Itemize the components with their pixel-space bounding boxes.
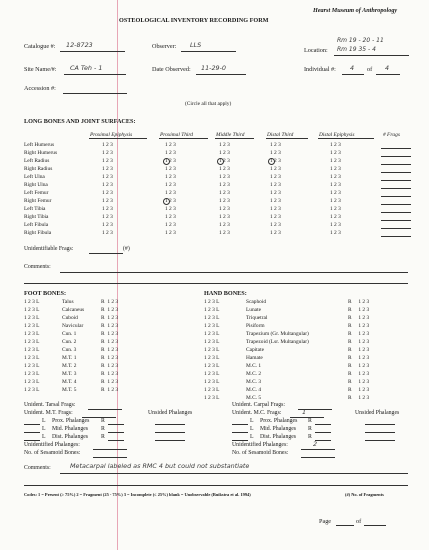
scale-cell[interactable]: 1 2 3 [102, 214, 113, 220]
location-value-1[interactable]: Rm 19 - 20 - 11 [337, 37, 384, 44]
hand-dist-label: Dist. Phalanges [260, 434, 297, 440]
foot-scale-left[interactable]: 1 2 3 [24, 387, 35, 393]
scale-cell[interactable]: 1 2 3 [219, 214, 230, 220]
circled-mark [163, 158, 170, 165]
foot-scale-left[interactable]: 1 2 3 [24, 315, 35, 321]
hand-scale-left[interactable]: 1 2 3 [204, 323, 215, 329]
scale-cell[interactable]: 1 2 3 [219, 166, 230, 172]
scale-cell[interactable]: 1 2 3 [165, 214, 176, 220]
foot-side-right: R [101, 363, 105, 369]
museum-name: Hearst Museum of Anthropology [313, 7, 398, 14]
scale-cell[interactable]: 1 2 3 [165, 190, 176, 196]
foot-scale-left[interactable]: 1 2 3 [24, 339, 35, 345]
hand-unident-phal-label: Unidentified Phalanges: [232, 442, 288, 448]
long-bone-row-label: Left Femur [24, 190, 49, 196]
scale-cell[interactable]: 1 2 3 [270, 230, 281, 236]
hand-bone-label: M.C. 1 [246, 363, 262, 369]
foot-dist-r: R [101, 434, 105, 440]
scale-cell[interactable]: 1 2 3 [270, 142, 281, 148]
scale-cell[interactable]: 1 2 3 [102, 206, 113, 212]
foot-scale-right[interactable]: 1 2 3 [107, 307, 119, 313]
scale-cell[interactable]: 1 2 3 [270, 150, 281, 156]
foot-mid-r: R [101, 426, 105, 432]
hand-scale-left[interactable]: 1 2 3 [204, 387, 215, 393]
individual-label: Individual #: [304, 66, 336, 73]
scale-cell[interactable]: 1 2 3 [165, 150, 176, 156]
hand-unident-phal-value[interactable]: 2 [313, 440, 318, 448]
foot-scale-left[interactable]: 1 2 3 [24, 323, 35, 329]
scale-cell[interactable]: 1 2 3 [330, 222, 341, 228]
scale-cell[interactable]: 1 2 3 [219, 198, 230, 204]
hand-side-left: L [216, 379, 220, 385]
hand-scale-left[interactable]: 1 2 3 [204, 371, 215, 377]
foot-bones-heading: FOOT BONES: [24, 290, 67, 297]
foot-side-left: L [36, 339, 40, 345]
scale-cell[interactable]: 1 2 3 [330, 190, 341, 196]
hand-prox-r: R [308, 418, 312, 424]
foot-side-left: L [36, 363, 40, 369]
foot-side-right: R [101, 299, 105, 305]
unident-mt-label: Unident. M.T. Frags: [24, 410, 73, 416]
foot-scale-left[interactable]: 1 2 3 [24, 299, 35, 305]
foot-bone-label: M.T. 5 [62, 387, 77, 393]
foot-side-right: R [101, 331, 105, 337]
foot-side-left: L [36, 323, 40, 329]
circled-mark [268, 158, 275, 165]
hand-unsided-label: Unsided Phalanges [355, 410, 400, 416]
scale-cell[interactable]: 1 2 3 [219, 150, 230, 156]
foot-side-right: R [101, 387, 105, 393]
hand-scale-left[interactable]: 1 2 3 [204, 363, 215, 369]
comments-label-top: Comments: [24, 264, 51, 270]
hand-side-left: L [216, 347, 220, 353]
foot-unsided-label: Unsided Phalanges [148, 410, 193, 416]
col-middle-third: Middle Third [216, 132, 245, 138]
scale-cell[interactable]: 1 2 3 [330, 142, 341, 148]
hand-bone-label: Capitate [246, 347, 264, 353]
hand-bones-heading: HAND BONES: [204, 290, 247, 297]
scale-cell[interactable]: 1 2 3 [330, 174, 341, 180]
hand-side-left: L [216, 307, 220, 313]
scale-cell[interactable]: 1 2 3 [102, 150, 113, 156]
scale-cell[interactable]: 1 2 3 [330, 182, 341, 188]
foot-bone-label: Cun. 2 [62, 339, 77, 345]
scale-cell[interactable]: 1 2 3 [102, 182, 113, 188]
scale-cell[interactable]: 1 2 3 [219, 190, 230, 196]
foot-bone-label: Talus [62, 299, 74, 305]
foot-mid-l: L [42, 426, 46, 432]
col-distal-third: Distal Third [267, 132, 294, 138]
long-bone-row-label: Right Tibia [24, 214, 49, 220]
hand-sesamoid-label: No. of Sesamoid Bones: [232, 450, 289, 456]
hand-dist-r: R [308, 434, 312, 440]
foot-side-left: L [36, 307, 40, 313]
long-bone-row-label: Left Fibula [24, 222, 49, 228]
foot-side-right: R [101, 315, 105, 321]
hand-scale-left[interactable]: 1 2 3 [204, 395, 215, 401]
scale-cell[interactable]: 1 2 3 [270, 198, 281, 204]
hand-scale-right[interactable]: 1 2 3 [358, 323, 370, 329]
scale-cell[interactable]: 1 2 3 [270, 174, 281, 180]
hand-side-right: R [348, 387, 352, 393]
foot-prox-l: L [42, 418, 46, 424]
date-value[interactable]: 11-29-0 [201, 64, 226, 72]
hand-side-right: R [348, 331, 352, 337]
hand-side-left: L [216, 371, 220, 377]
hand-scale-right[interactable]: 1 2 3 [358, 315, 370, 321]
hand-scale-left[interactable]: 1 2 3 [204, 355, 215, 361]
foot-bone-label: Cun. 3 [62, 347, 77, 353]
scale-cell[interactable]: 1 2 3 [270, 214, 281, 220]
scale-cell[interactable]: 1 2 3 [165, 182, 176, 188]
catalogue-label: Catalogue #: [24, 43, 56, 50]
hand-bone-label: M.C. 4 [246, 387, 262, 393]
hand-side-left: L [216, 363, 220, 369]
hand-mid-r: R [308, 426, 312, 432]
hand-side-left: L [216, 299, 220, 305]
circle-note: (Circle all that apply) [185, 101, 232, 107]
col-distal-epiphysis: Distal Epiphysis [319, 132, 355, 138]
scale-cell[interactable]: 1 2 3 [165, 158, 176, 164]
hand-side-left: L [216, 339, 220, 345]
foot-scale-right[interactable]: 1 2 3 [107, 387, 119, 393]
foot-scale-right[interactable]: 1 2 3 [107, 347, 119, 353]
hand-scale-right[interactable]: 1 2 3 [358, 339, 370, 345]
scale-cell[interactable]: 1 2 3 [330, 158, 341, 164]
unident-carpal-label: Unident. Carpal Frags: [232, 402, 285, 408]
scale-cell[interactable]: 1 2 3 [270, 158, 281, 164]
foot-dist-l: L [42, 434, 46, 440]
scale-cell[interactable]: 1 2 3 [270, 222, 281, 228]
foot-scale-right[interactable]: 1 2 3 [107, 355, 119, 361]
foot-side-left: L [36, 331, 40, 337]
scale-cell[interactable]: 1 2 3 [330, 150, 341, 156]
site-value[interactable]: CA Teh - 1 [70, 64, 103, 72]
foot-scale-right[interactable]: 1 2 3 [107, 371, 119, 377]
foot-side-right: R [101, 347, 105, 353]
foot-scale-right[interactable]: 1 2 3 [107, 363, 119, 369]
foot-prox-label: Prox. Phalanges [52, 418, 90, 424]
col-proximal-epiphysis: Proximal Epiphysis [90, 132, 133, 138]
foot-scale-left[interactable]: 1 2 3 [24, 379, 35, 385]
hand-side-right: R [348, 395, 352, 401]
hand-bone-label: Trapezium (Gr. Multangular) [246, 331, 309, 337]
scale-cell[interactable]: 1 2 3 [102, 222, 113, 228]
scale-cell[interactable]: 1 2 3 [102, 142, 113, 148]
hand-prox-l: L [250, 418, 254, 424]
hand-dist-l: L [250, 434, 254, 440]
scale-cell[interactable]: 1 2 3 [330, 166, 341, 172]
foot-side-left: L [36, 299, 40, 305]
unident-mc-label: Unident. M.C. Frags: [232, 410, 282, 416]
fragments-legend: (#) No. of Fragments [345, 492, 384, 497]
col-proximal-third: Proximal Third [160, 132, 193, 138]
hand-side-left: L [216, 395, 220, 401]
long-bone-row-label: Left Radius [24, 158, 50, 164]
observer-label: Observer: [152, 43, 177, 50]
observer-value[interactable]: LLS [190, 41, 202, 49]
foot-side-right: R [101, 355, 105, 361]
scale-cell[interactable]: 1 2 3 [219, 222, 230, 228]
scale-cell[interactable]: 1 2 3 [102, 174, 113, 180]
hand-scale-right[interactable]: 1 2 3 [358, 307, 370, 313]
foot-side-left: L [36, 379, 40, 385]
scale-cell[interactable]: 1 2 3 [219, 142, 230, 148]
scale-cell[interactable]: 1 2 3 [330, 198, 341, 204]
scale-cell[interactable]: 1 2 3 [102, 230, 113, 236]
unident-mc-value[interactable]: 1 [302, 408, 307, 416]
scale-cell[interactable]: 1 2 3 [165, 230, 176, 236]
foot-scale-left[interactable]: 1 2 3 [24, 331, 35, 337]
hand-bone-label: Triquetral [246, 315, 268, 321]
scale-cell[interactable]: 1 2 3 [270, 166, 281, 172]
scale-cell[interactable]: 1 2 3 [102, 190, 113, 196]
scale-cell[interactable]: 1 2 3 [165, 206, 176, 212]
foot-scale-right[interactable]: 1 2 3 [107, 299, 119, 305]
scale-cell[interactable]: 1 2 3 [219, 206, 230, 212]
scale-cell[interactable]: 1 2 3 [102, 158, 113, 164]
hand-side-left: L [216, 323, 220, 329]
hand-side-right: R [348, 379, 352, 385]
foot-scale-right[interactable]: 1 2 3 [107, 315, 119, 321]
hand-side-right: R [348, 299, 352, 305]
hand-prox-label: Prox. Phalanges [260, 418, 298, 424]
comments-label-bottom: Comments: [24, 465, 51, 471]
hand-bone-label: Pisiform [246, 323, 265, 329]
foot-bone-label: M.T. 3 [62, 371, 77, 377]
foot-sesamoid-label: No. of Sesamoid Bones: [24, 450, 81, 456]
foot-dist-label: Dist. Phalanges [52, 434, 89, 440]
hand-side-left: L [216, 315, 220, 321]
foot-scale-right[interactable]: 1 2 3 [107, 379, 119, 385]
hand-scale-left[interactable]: 1 2 3 [204, 339, 215, 345]
long-bone-row-label: Right Radius [24, 166, 53, 172]
scale-cell[interactable]: 1 2 3 [165, 198, 176, 204]
foot-bone-label: Cuboid [62, 315, 78, 321]
hand-scale-right[interactable]: 1 2 3 [358, 363, 370, 369]
long-bone-row-label: Right Femur [24, 198, 52, 204]
page-of: of [356, 518, 362, 525]
hand-scale-right[interactable]: 1 2 3 [358, 299, 370, 305]
foot-scale-left[interactable]: 1 2 3 [24, 347, 35, 353]
hand-side-right: R [348, 307, 352, 313]
hand-scale-right[interactable]: 1 2 3 [358, 331, 370, 337]
hand-scale-left[interactable]: 1 2 3 [204, 379, 215, 385]
foot-bone-label: M.T. 4 [62, 379, 77, 385]
hand-bone-label: Scaphoid [246, 299, 267, 305]
scale-cell[interactable]: 1 2 3 [330, 206, 341, 212]
foot-scale-right[interactable]: 1 2 3 [107, 323, 119, 329]
hand-bone-label: Trapezoid (Lsr. Multangular) [246, 339, 309, 345]
hand-scale-left[interactable]: 1 2 3 [204, 331, 215, 337]
foot-scale-left[interactable]: 1 2 3 [24, 371, 35, 377]
form-title: OSTEOLOGICAL INVENTORY RECORDING FORM [119, 17, 269, 24]
individual-total[interactable]: 4 [385, 64, 390, 72]
hand-mid-l: L [250, 426, 254, 432]
hand-side-left: L [216, 355, 220, 361]
hand-side-right: R [348, 323, 352, 329]
hand-scale-left[interactable]: 1 2 3 [204, 315, 215, 321]
accession-label: Accession #: [24, 85, 56, 92]
hand-bone-label: Lunate [246, 307, 261, 313]
site-label: Site Name/#: [24, 66, 57, 73]
page-label: Page [319, 518, 332, 525]
foot-scale-right[interactable]: 1 2 3 [107, 339, 119, 345]
location-value-2[interactable]: Rm 19 35 - 4 [337, 46, 376, 53]
foot-prox-r: R [101, 418, 105, 424]
foot-scale-left[interactable]: 1 2 3 [24, 307, 35, 313]
foot-side-right: R [101, 379, 105, 385]
foot-side-left: L [36, 387, 40, 393]
foot-bone-label: M.T. 1 [62, 355, 77, 361]
scale-cell[interactable]: 1 2 3 [219, 182, 230, 188]
circled-mark [217, 158, 224, 165]
hand-side-right: R [348, 315, 352, 321]
foot-bone-label: Navicular [62, 323, 84, 329]
hand-side-right: R [348, 363, 352, 369]
scale-cell[interactable]: 1 2 3 [270, 182, 281, 188]
scale-cell[interactable]: 1 2 3 [102, 198, 113, 204]
scale-cell[interactable]: 1 2 3 [270, 190, 281, 196]
foot-scale-right[interactable]: 1 2 3 [107, 331, 119, 337]
hand-scale-right[interactable]: 1 2 3 [358, 355, 370, 361]
long-bone-row-label: Left Humerus [24, 142, 55, 148]
hand-side-right: R [348, 355, 352, 361]
foot-side-right: R [101, 323, 105, 329]
codes-legend: Codes: 1 = Present (≥ 75%) 2 = Fragment (25 - 75%) 3 = Incomplete (≤ 25%) blank = Unobservable (Buikstra et al. 1994) [24, 492, 251, 497]
scale-cell[interactable]: 1 2 3 [165, 166, 176, 172]
hand-scale-right[interactable]: 1 2 3 [358, 395, 370, 401]
unidentifiable-frags-label: Unidentifiable Frags: [24, 246, 74, 252]
long-bones-heading: LONG BONES AND JOINT SURFACES: [24, 118, 136, 125]
hand-side-right: R [348, 371, 352, 377]
long-bone-row-label: Right Fibula [24, 230, 52, 236]
foot-side-left: L [36, 315, 40, 321]
unidentifiable-frags-suffix: (#) [123, 246, 130, 252]
hand-side-left: L [216, 331, 220, 337]
catalogue-value[interactable]: 12-8723 [66, 41, 93, 49]
foot-side-left: L [36, 355, 40, 361]
foot-side-right: R [101, 371, 105, 377]
long-bone-row-label: Left Tibia [24, 206, 46, 212]
hand-scale-right[interactable]: 1 2 3 [358, 371, 370, 377]
circled-mark [163, 198, 170, 205]
scale-cell[interactable]: 1 2 3 [165, 142, 176, 148]
hand-bone-label: M.C. 3 [246, 379, 262, 385]
foot-bone-label: Calcaneus [62, 307, 85, 313]
long-bone-row-label: Left Ulna [24, 174, 45, 180]
long-bone-row-label: Right Ulna [24, 182, 48, 188]
hand-scale-left[interactable]: 1 2 3 [204, 307, 215, 313]
foot-side-right: R [101, 307, 105, 313]
scale-cell[interactable]: 1 2 3 [219, 174, 230, 180]
scale-cell[interactable]: 1 2 3 [330, 230, 341, 236]
hand-side-left: L [216, 387, 220, 393]
foot-scale-left[interactable]: 1 2 3 [24, 355, 35, 361]
scale-cell[interactable]: 1 2 3 [102, 166, 113, 172]
col-frags: # Frags [383, 132, 400, 138]
scale-cell[interactable]: 1 2 3 [165, 174, 176, 180]
foot-scale-left[interactable]: 1 2 3 [24, 363, 35, 369]
hand-bone-label: Hamate [246, 355, 263, 361]
scale-cell[interactable]: 1 2 3 [165, 222, 176, 228]
hand-mid-label: Mid. Phalanges [260, 426, 297, 432]
foot-unident-phal-label: Unidentified Phalanges: [24, 442, 80, 448]
hand-scale-right[interactable]: 1 2 3 [358, 347, 370, 353]
hand-scale-left[interactable]: 1 2 3 [204, 347, 215, 353]
comments-value[interactable]: Metacarpal labeled as RMC 4 but could not substantiate [70, 462, 250, 470]
scale-cell[interactable]: 1 2 3 [219, 230, 230, 236]
individual-of: of [367, 66, 373, 73]
foot-side-left: L [36, 371, 40, 377]
foot-bone-label: M.T. 2 [62, 363, 77, 369]
unident-tarsal-label: Unident. Tarsal Frags: [24, 402, 76, 408]
hand-scale-right[interactable]: 1 2 3 [358, 387, 370, 393]
foot-side-left: L [36, 347, 40, 353]
long-bone-row-label: Right Humerus [24, 150, 58, 156]
hand-scale-left[interactable]: 1 2 3 [204, 299, 215, 305]
hand-bone-label: M.C. 2 [246, 371, 262, 377]
individual-value[interactable]: 4 [350, 64, 355, 72]
hand-side-right: R [348, 347, 352, 353]
hand-side-right: R [348, 339, 352, 345]
foot-bone-label: Cun. 1 [62, 331, 77, 337]
location-label: Location: [304, 47, 328, 54]
foot-mid-label: Mid. Phalanges [52, 426, 89, 432]
date-label: Date Observed: [152, 66, 191, 73]
scale-cell[interactable]: 1 2 3 [270, 206, 281, 212]
hand-bone-label: M.C. 5 [246, 395, 262, 401]
scale-cell[interactable]: 1 2 3 [330, 214, 341, 220]
foot-side-right: R [101, 339, 105, 345]
scale-cell[interactable]: 1 2 3 [219, 158, 230, 164]
hand-scale-right[interactable]: 1 2 3 [358, 379, 370, 385]
